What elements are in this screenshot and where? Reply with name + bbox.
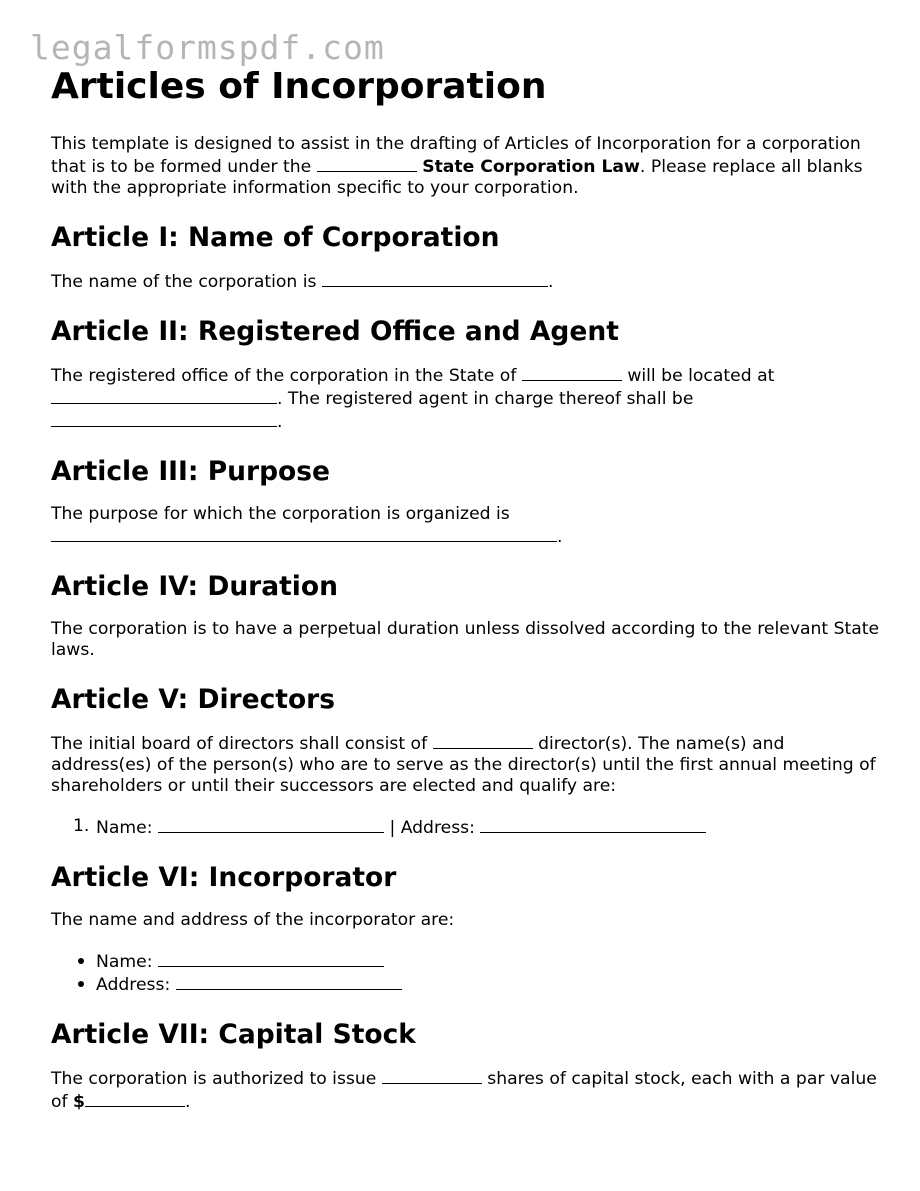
article-3-end: .	[557, 527, 563, 547]
bullet-icon	[78, 958, 84, 964]
registered-agent-blank[interactable]	[51, 410, 277, 427]
article-2-t1: The registered office of the corporation in the State of	[51, 366, 517, 386]
article-7-t1: The corporation is authorized to issue	[51, 1069, 377, 1089]
par-value-blank[interactable]	[85, 1090, 185, 1107]
article-5-t1: The initial board of directors shall consist of	[51, 734, 428, 754]
director-name-label: Name:	[96, 818, 153, 838]
list-item	[51, 950, 881, 973]
incorporator-name-blank[interactable]	[158, 950, 384, 967]
article-5-heading: Article V: Directors	[51, 684, 336, 715]
article-5-text	[51, 732, 881, 797]
state-blank[interactable]	[317, 155, 417, 172]
director-address-blank[interactable]	[480, 816, 706, 833]
directors-list	[51, 816, 881, 839]
article-1-label: The name of the corporation is	[51, 272, 317, 292]
incorporator-address-blank[interactable]	[176, 973, 402, 990]
incorporator-list	[51, 950, 881, 996]
article-1-end: .	[547, 272, 554, 292]
article-1-text	[51, 270, 881, 293]
list-item	[51, 816, 881, 839]
director-address-label: | Address:	[389, 818, 475, 838]
director-count-blank[interactable]	[433, 732, 533, 749]
corporation-name-blank[interactable]	[322, 270, 548, 287]
article-3-text	[51, 504, 881, 548]
intro-text-1: This template is designed to assist in the drafting of Articles of Incorporation for a corporation that is to be formed under the	[51, 134, 861, 177]
list-number: 1.	[73, 816, 90, 836]
article-2-t3: . The registered agent in charge thereof shall be	[277, 389, 694, 409]
article-7-text	[51, 1067, 881, 1113]
office-address-blank[interactable]	[51, 387, 277, 404]
article-4-heading: Article IV: Duration	[51, 571, 338, 602]
article-2-t2: will be located at	[627, 366, 775, 386]
article-1-heading: Article I: Name of Corporation	[51, 222, 500, 253]
page-title: Articles of Incorporation	[51, 66, 547, 107]
intro-bold: State Corporation Law	[422, 157, 640, 177]
article-7-heading: Article VII: Capital Stock	[51, 1019, 416, 1050]
list-item	[51, 973, 881, 996]
intro-paragraph	[51, 134, 881, 199]
watermark: legalformspdf.com	[30, 28, 385, 67]
article-2-end: .	[277, 412, 283, 432]
article-6-heading: Article VI: Incorporator	[51, 862, 397, 893]
incorporator-name-label: Name:	[96, 952, 153, 972]
article-3-label: The purpose for which the corporation is organized is	[51, 504, 510, 524]
article-7-t2: shares of capital stock, each with a par value of	[51, 1069, 877, 1112]
shares-blank[interactable]	[382, 1067, 482, 1084]
dollar-sign: $	[73, 1092, 86, 1112]
bullet-icon	[78, 981, 84, 987]
article-7-end: .	[185, 1092, 191, 1112]
intro-text-2: . Please replace all blanks with the appropriate information specific to your corporation.	[51, 157, 863, 198]
document	[51, 64, 881, 1113]
registered-state-blank[interactable]	[522, 364, 622, 381]
article-4-text: The corporation is to have a perpetual duration unless dissolved according to the relevant State laws.	[51, 619, 880, 660]
purpose-blank[interactable]	[51, 525, 557, 542]
article-6-text: The name and address of the incorporator are:	[51, 910, 455, 930]
article-3-heading: Article III: Purpose	[51, 456, 331, 487]
director-name-blank[interactable]	[158, 816, 384, 833]
article-5-t2: director(s). The name(s) and address(es) of the person(s) who are to serve as the director(s) until the first annual meeting of shareholders or until their successors are elected and qualify are:	[51, 734, 876, 796]
article-2-heading: Article II: Registered Office and Agent	[51, 316, 619, 347]
incorporator-address-label: Address:	[96, 975, 171, 995]
article-2-text	[51, 364, 881, 433]
